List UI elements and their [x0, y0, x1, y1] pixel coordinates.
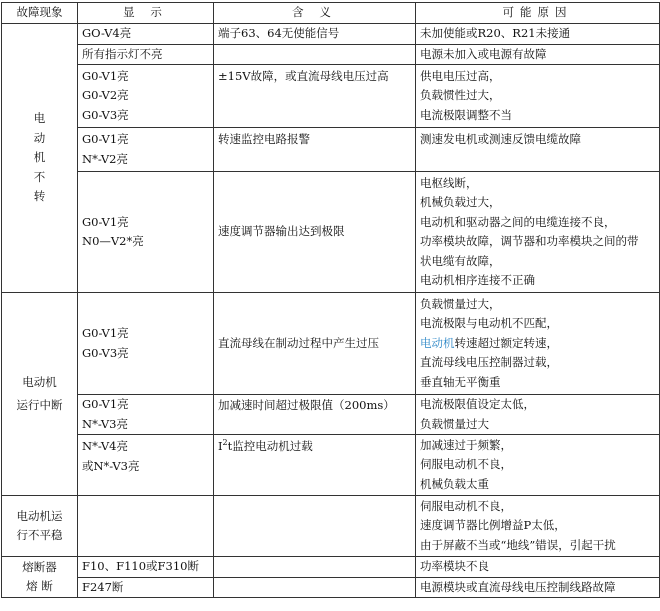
display-cell: [78, 435, 214, 496]
table-row: [2, 24, 660, 45]
symptom-motor-not-turning: [2, 24, 78, 293]
cell-text-line: G0-V2亮: [82, 88, 129, 103]
meaning-cell: [214, 293, 416, 395]
cell-text-line: [420, 334, 655, 354]
causes-cell: [416, 128, 660, 172]
header-display: 显 示: [78, 3, 214, 24]
cell-text-line: 电源模块或直流母线电压控制线路故障: [420, 579, 616, 594]
cell-text-line: 电流极限值设定太低，: [420, 397, 535, 411]
display-cell: [78, 128, 214, 172]
meaning-cell: [214, 557, 416, 578]
causes-cell: [416, 496, 660, 557]
meaning-cell: [214, 395, 416, 435]
cell-text-line: G0-V1亮: [82, 68, 129, 83]
cell-text-line: N0—V2*亮: [82, 234, 144, 248]
motor-link[interactable]: 电动机: [420, 335, 455, 350]
cell-text-line: 电源未加入或电源有故障: [420, 46, 547, 61]
meaning-cell: [214, 577, 416, 598]
meaning-cell: [214, 44, 416, 65]
cell-text-line: 动: [33, 130, 46, 145]
meaning-cell: [214, 24, 416, 45]
table-row: [2, 435, 660, 496]
table-row: [2, 128, 660, 172]
cell-text-line: 端子63、64无使能信号: [218, 26, 340, 40]
cell-text-line: 负载惯性过大，: [420, 88, 501, 103]
header-symptom: 故障现象: [2, 3, 78, 24]
cell-text-line: 运行中断: [16, 398, 63, 412]
cell-text-line: 电枢线断，: [420, 175, 478, 190]
cell-text-line: 或N*-V3亮: [82, 458, 140, 473]
causes-cell: [416, 435, 660, 496]
cell-text-line: 电动机: [22, 374, 57, 389]
cell-text-line: 功率模块故障，调节器和功率模块之间的带: [420, 234, 639, 248]
cell-text-line: 垂直轴无平衡重: [420, 374, 501, 389]
display-cell: [78, 24, 214, 45]
cell-text-line: 供电电压过高，: [420, 68, 501, 83]
meaning-cell: [214, 172, 416, 293]
cell-text-line: G0-V1亮: [82, 132, 129, 146]
symptom-motor-unstable: [2, 496, 78, 557]
cell-text-line: 机械负载过大，: [420, 195, 501, 209]
cell-text-line: N*-V4亮: [82, 439, 128, 453]
cell-text-line: 速度调节器比例增益P太低，: [420, 518, 566, 533]
cell-text-line: G0-V3亮: [82, 345, 129, 360]
symptom-motor-stops-running: [2, 293, 78, 496]
cell-text-line: 负载惯量过大: [420, 416, 489, 431]
cell-text-line: 测速发电机或测速反馈电缆故障: [420, 132, 581, 146]
causes-cell: [416, 65, 660, 128]
meaning-cell: [214, 496, 416, 557]
table-row: [2, 44, 660, 65]
header-meaning: 含 义: [214, 3, 416, 24]
cell-text-line: 由于屏蔽不当或“地线”错误，引起干扰: [420, 537, 616, 552]
cell-text-line: ±15V故障，或直流母线电压过高: [218, 69, 389, 83]
cell-text-line: 熔断器: [22, 559, 57, 574]
fault-table: [1, 2, 660, 598]
table-row: [2, 293, 660, 395]
table-row: [2, 395, 660, 435]
causes-cell: [416, 557, 660, 578]
cell-text-line: 直流母线电压控制器过载，: [420, 355, 558, 370]
cell-text-line: 电动机相序连接不正确: [420, 273, 535, 287]
cell-text-line: 电: [33, 111, 46, 126]
meaning-cell: [214, 128, 416, 172]
cell-text-line: 熔 断: [26, 579, 53, 593]
cell-text-line: F247断: [82, 579, 124, 594]
display-cell: [78, 44, 214, 65]
display-cell: [78, 172, 214, 293]
table-row: [2, 496, 660, 557]
cell-text-line: G0-V1亮: [82, 397, 129, 411]
cell-text-line: 加减速过于频繁，: [420, 437, 512, 452]
causes-cell: [416, 395, 660, 435]
causes-cell: [416, 44, 660, 65]
cell-text-line: 电动机运: [16, 508, 63, 523]
cell-text-line: 未加使能或R20、R21未接通: [420, 26, 571, 40]
table-row: [2, 577, 660, 598]
cell-text-line: G0-V1亮: [82, 326, 129, 340]
cell-text-line: 转: [33, 189, 46, 204]
cell-text-fragment: t监控电动机过载: [227, 439, 313, 453]
cell-text-fragment: 转速超过额定转速，: [454, 335, 558, 350]
table-row: [2, 172, 660, 293]
cell-text-line: G0-V3亮: [82, 107, 129, 122]
cell-text-line: 行不平稳: [16, 528, 63, 542]
symptom-fuse: [2, 557, 78, 598]
cell-text-fragment: I: [218, 439, 223, 453]
cell-text-line: 功率模块不良: [420, 559, 489, 573]
cell-text-line: 伺服电动机不良，: [420, 457, 512, 472]
causes-cell: [416, 577, 660, 598]
causes-cell: [416, 172, 660, 293]
cell-text-line: GO-V4亮: [82, 26, 132, 40]
causes-cell: [416, 293, 660, 395]
cell-text-line: N*-V2亮: [82, 151, 128, 166]
cell-text-line: 直流母线在制动过程中产生过压: [218, 335, 379, 350]
cell-text-line: 不: [33, 169, 46, 184]
display-cell: [78, 65, 214, 128]
cell-text-line: 速度调节器输出达到极限: [218, 224, 345, 239]
cell-text-line: 电动机和驱动器之间的电缆连接不良，: [420, 214, 616, 229]
meaning-cell: [214, 435, 416, 496]
cell-text-line: 负载惯量过大，: [420, 296, 501, 311]
cell-text-line: 机: [33, 150, 46, 165]
display-cell: [78, 577, 214, 598]
cell-text-line: F10、F110或F310断: [82, 559, 199, 573]
header-row: [2, 3, 660, 24]
cell-text-line: 状电缆有故障，: [420, 253, 501, 268]
display-cell: [78, 496, 214, 557]
table-row: [2, 65, 660, 128]
cell-text-fragment: 2: [222, 438, 228, 448]
display-cell: [78, 293, 214, 395]
cell-text-line: 所有指示灯不亮: [82, 46, 163, 61]
table-row: [2, 557, 660, 578]
cell-text-line: N*-V3亮: [82, 416, 128, 431]
causes-cell: [416, 24, 660, 45]
header-causes: 可能原因: [416, 3, 660, 24]
cell-text-line: 电流极限调整不当: [420, 107, 512, 122]
display-cell: [78, 395, 214, 435]
cell-text-line: [218, 437, 411, 457]
meaning-cell: [214, 65, 416, 128]
cell-text-line: 伺服电动机不良，: [420, 498, 512, 513]
cell-text-line: G0-V1亮: [82, 214, 129, 229]
display-cell: [78, 557, 214, 578]
cell-text-line: 转速监控电路报警: [218, 132, 310, 146]
cell-text-line: 加减速时间超过极限值（200ms）: [218, 398, 395, 412]
cell-text-line: 机械负载太重: [420, 476, 489, 491]
cell-text-line: 电流极限与电动机不匹配，: [420, 316, 558, 331]
